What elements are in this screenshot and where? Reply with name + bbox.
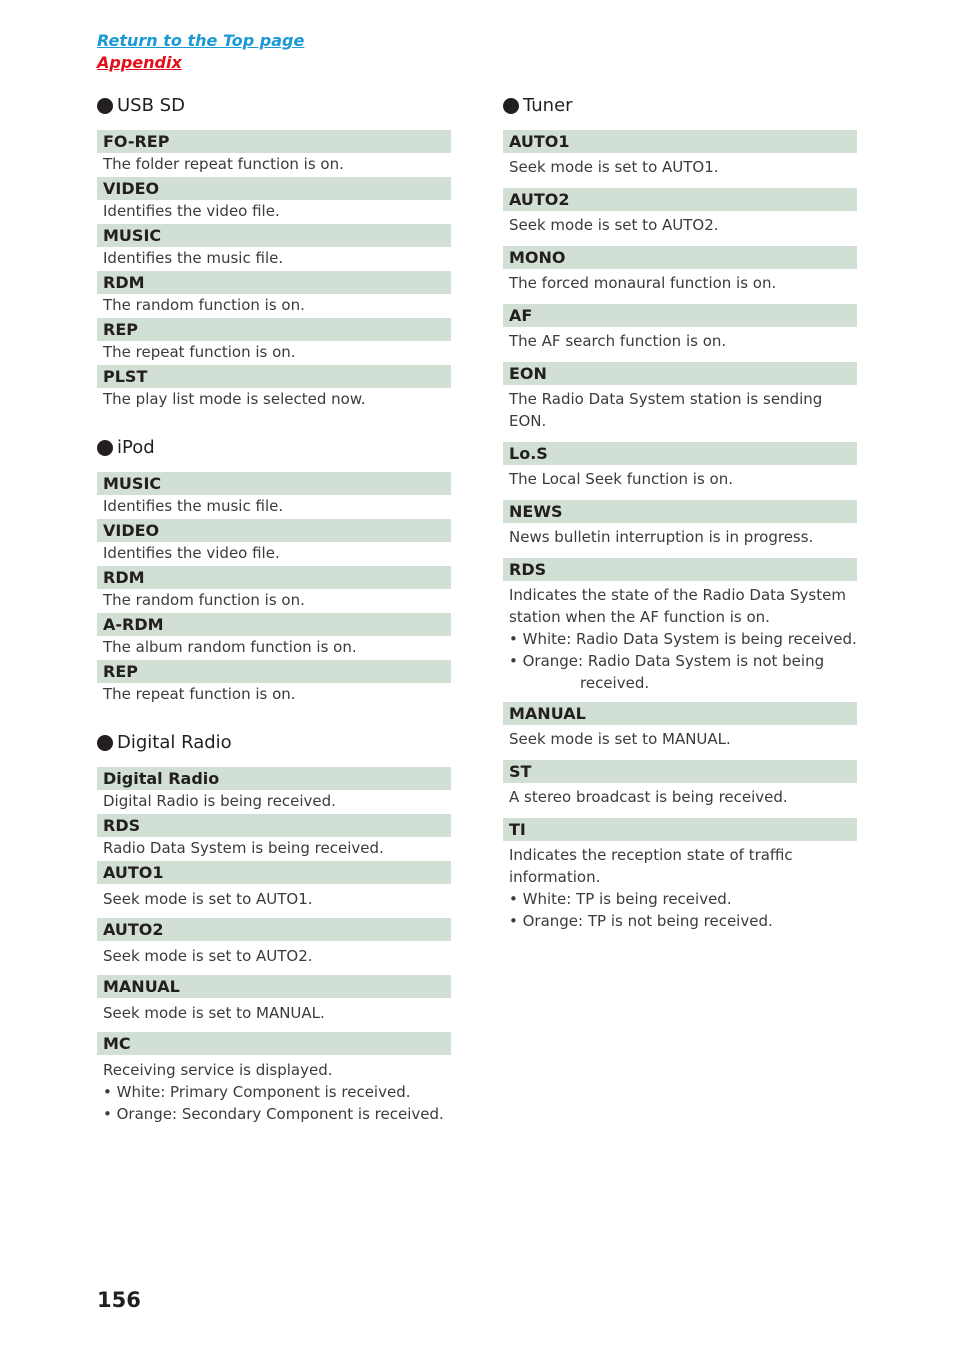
item-desc: Digital Radio is being received.: [103, 792, 336, 810]
item-desc: Identifies the video file.: [103, 202, 280, 220]
bullet-dot-icon: [97, 735, 113, 751]
item-desc: The random function is on.: [103, 296, 305, 314]
item-head: PLST: [97, 365, 451, 388]
item-desc: The Local Seek function is on.: [509, 470, 733, 488]
item-head: EON: [503, 362, 857, 385]
item-desc: Seek mode is set to MANUAL.: [509, 730, 731, 748]
item-head: REP: [97, 660, 451, 683]
section-ipod: [97, 436, 451, 460]
item-desc: Seek mode is set to AUTO2.: [103, 947, 313, 965]
bullet-item: • White: Radio Data System is being received.: [509, 630, 857, 648]
item-head: FO-REP: [97, 130, 451, 153]
item-head: MUSIC: [97, 224, 451, 247]
return-to-top-link[interactable]: Return to the Top page: [97, 31, 305, 50]
item-head: AUTO1: [97, 861, 451, 884]
item-desc: Seek mode is set to AUTO1.: [103, 890, 313, 908]
item-head: RDM: [97, 271, 451, 294]
item-desc: Identifies the music file.: [103, 497, 284, 515]
section-title: USB SD: [117, 95, 185, 116]
bullet-item: • White: Primary Component is received.: [103, 1083, 411, 1101]
item-head: MUSIC: [97, 472, 451, 495]
item-desc: The random function is on.: [103, 591, 305, 609]
item-desc: The AF search function is on.: [509, 332, 727, 350]
item-desc: Receiving service is displayed.: [103, 1061, 333, 1079]
bullet-item: • White: TP is being received.: [509, 890, 732, 908]
item-head: ST: [503, 760, 857, 783]
item-desc: Indicates the reception state of traffic: [509, 846, 793, 864]
item-head: A-RDM: [97, 613, 451, 636]
bullet-continuation: received.: [580, 674, 650, 692]
item-desc: The Radio Data System station is sending EON.: [509, 390, 823, 430]
bullet-dot-icon: [97, 98, 113, 114]
bullet-item: • Orange: TP is not being received.: [509, 912, 773, 930]
item-head: MONO: [503, 246, 857, 269]
item-desc: The play list mode is selected now.: [103, 390, 366, 408]
item-head: Lo.S: [503, 442, 857, 465]
item-desc: The repeat function is on.: [103, 685, 296, 703]
item-head: MANUAL: [503, 702, 857, 725]
item-desc: Seek mode is set to AUTO1.: [509, 158, 719, 176]
page-number: 156: [97, 1288, 141, 1312]
section-title: Tuner: [523, 95, 573, 116]
item-desc: Seek mode is set to AUTO2.: [509, 216, 719, 234]
item-head: AUTO1: [503, 130, 857, 153]
item-desc: The album random function is on.: [103, 638, 357, 656]
section-title: Digital Radio: [117, 732, 232, 753]
item-desc: station when the AF function is on.: [509, 608, 770, 626]
item-desc: Radio Data System is being received.: [103, 839, 384, 857]
item-head: MC: [97, 1032, 451, 1055]
appendix-link[interactable]: Appendix: [97, 53, 182, 72]
bullet-item: • Orange: Secondary Component is received.: [103, 1105, 444, 1123]
item-desc: Identifies the video file.: [103, 544, 280, 562]
item-desc: News bulletin interruption is in progress.: [509, 528, 814, 546]
item-head: RDS: [97, 814, 451, 837]
top-nav: [97, 30, 304, 74]
bullet-dot-icon: [503, 98, 519, 114]
item-desc: Identifies the music file.: [103, 249, 284, 267]
item-desc: Seek mode is set to MANUAL.: [103, 1004, 325, 1022]
item-desc: The forced monaural function is on.: [509, 274, 777, 292]
item-desc: information.: [509, 868, 601, 886]
item-desc: The folder repeat function is on.: [103, 155, 344, 173]
left-column: [97, 94, 451, 1125]
item-head: RDM: [97, 566, 451, 589]
bullet-dot-icon: [97, 440, 113, 456]
item-head: REP: [97, 318, 451, 341]
item-head: RDS: [503, 558, 857, 581]
item-head: AF: [503, 304, 857, 327]
item-desc: A stereo broadcast is being received.: [509, 788, 788, 806]
right-column: [503, 94, 857, 932]
item-head: MANUAL: [97, 975, 451, 998]
item-head: AUTO2: [503, 188, 857, 211]
item-head: VIDEO: [97, 519, 451, 542]
item-head: TI: [503, 818, 857, 841]
bullet-item: • Orange: Radio Data System is not being: [509, 652, 825, 670]
item-head: NEWS: [503, 500, 857, 523]
item-head: AUTO2: [97, 918, 451, 941]
item-head: Digital Radio: [97, 767, 451, 790]
section-title: iPod: [117, 437, 155, 458]
section-tuner: [503, 94, 857, 118]
item-desc: Indicates the state of the Radio Data System: [509, 586, 846, 604]
section-usb-sd: [97, 94, 451, 118]
item-desc: The repeat function is on.: [103, 343, 296, 361]
section-digital-radio: [97, 731, 451, 755]
item-head: VIDEO: [97, 177, 451, 200]
